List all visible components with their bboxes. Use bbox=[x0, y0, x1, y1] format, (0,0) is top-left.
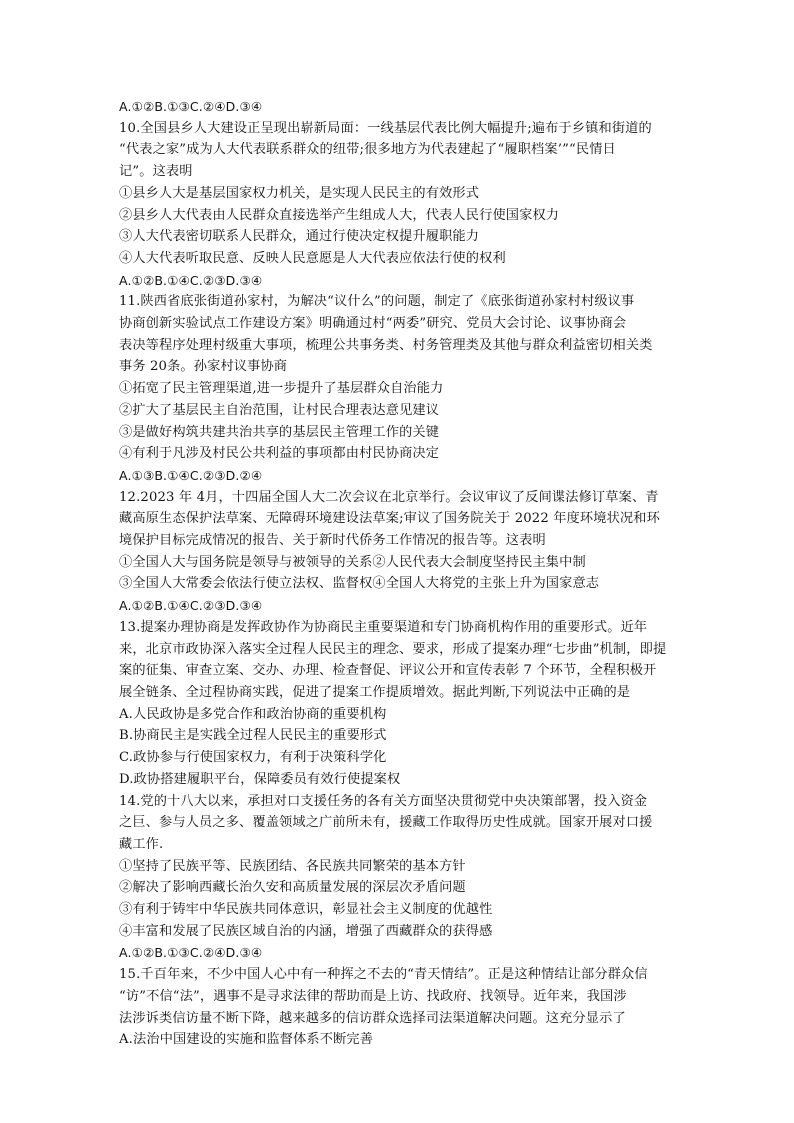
text-line: 案的征集、审查立案、交办、办理、检查督促、评议公开和宣传表彰 7 个环节，全程积极开 bbox=[119, 663, 657, 679]
text-line: 记”。这表明 bbox=[119, 164, 193, 180]
text-line: 境保护目标完成情况的报告、关于新时代侨务工作情况的报告等。这表明 bbox=[119, 533, 546, 549]
option-line: B.协商民主是实践全过程人民民主的重要形式 bbox=[119, 728, 387, 744]
answer-options: A.①②B.①④C.②③D.③④ bbox=[119, 272, 263, 288]
exam-page bbox=[119, 96, 679, 1051]
question-12 bbox=[119, 487, 679, 617]
question-13 bbox=[119, 617, 679, 791]
text-line: 15.千百年来，不少中国人心中有一种挥之不去的“青天情结”。正是这种情结让部分群众信 bbox=[119, 967, 648, 983]
answer-options: A.①②B.①③C.②④D.③④ bbox=[119, 99, 263, 114]
option-line: D.政协搭建履职平台，保障委员有效行使提案权 bbox=[119, 771, 401, 787]
text-line: “代表之家”成为人大代表联系群众的纽带;很多地方为代表建起了“履职档案’”“民情日 bbox=[119, 142, 616, 158]
option-line: A.法治中国建设的实施和监督体系不断完善 bbox=[119, 1032, 374, 1048]
text-line: 表决等程序处理村级重大事项，梳理公共事务类、村务管理类及其他与群众利益密切相关类 bbox=[119, 337, 653, 353]
text-line: 之巨、参与人员之多、覆盖领域之广前所未有，援藏工作取得历史性成就。国家开展对口援 bbox=[119, 815, 653, 831]
text-line: 14.党的十八大以来，承担对口支援任务的各有关方面坚决贯彻党中央决策部署，投入资金 bbox=[119, 793, 648, 809]
option-line: C.政协参与行使国家权力，有利于决策科学化 bbox=[119, 750, 387, 766]
option-line: ①全国人大与国务院是领导与被领导的关系②人民代表大会制度坚持民主集中制 bbox=[119, 554, 586, 570]
text-line: 13.提案办理协商是发挥政协作为协商民主重要渠道和专门协商机构作用的重要形式。近年 bbox=[119, 619, 648, 635]
option-line: ③有利于铸牢中华民族共同体意识，彰显社会主义制度的优越性 bbox=[119, 902, 493, 918]
option-line: ④人大代表听取民意、反映人民意愿是人大代表应依法行使的权利 bbox=[119, 250, 506, 266]
option-line: ①拓宽了民主管理渠道,进一步提升了基层群众自治能力 bbox=[119, 381, 444, 397]
question-15 bbox=[119, 964, 679, 1051]
text-line: 法涉诉类信访量不断下降，越来越多的信访群众选择司法渠道解决问题。这充分显示了 bbox=[119, 1010, 626, 1026]
text-line: 10.全国县乡人大建设正呈现出崭新局面：一线基层代表比例大幅提升;遍布于乡镇和街道的 bbox=[119, 120, 652, 136]
option-line: ①县乡人大是基层国家权力机关，是实现人民民主的有效形式 bbox=[119, 185, 480, 201]
text-line: 藏工作. bbox=[119, 836, 164, 852]
option-line: ③人大代表密切联系人民群众，通过行使决定权提升履职能力 bbox=[119, 229, 480, 245]
text-line: 展全链条、全过程协商实践，促进了提案工作提质增效。据此判断,下列说法中正确的是 bbox=[119, 684, 631, 700]
option-line: ①坚持了民族平等、民族团结、各民族共同繁荣的基本方针 bbox=[119, 858, 466, 874]
question-10 bbox=[119, 118, 679, 292]
question-11 bbox=[119, 291, 679, 486]
text-line: 藏高原生态保护法草案、无障碍环境建设法草案;审议了国务院关于 2022 年度环境状况和环 bbox=[119, 511, 660, 527]
text-line: “访”不信“法”，遇事不是寻求法律的帮助而是上访、找政府、找领导。近年来，我国涉 bbox=[119, 988, 627, 1004]
question-14 bbox=[119, 791, 679, 965]
text-line: 12.2023 年 4月，十四届全国人大二次会议在北京举行。会议审议了反间谍法修订草案、青 bbox=[119, 489, 659, 505]
option-line: ④丰富和发展了民族区域自治的内涵，增强了西藏群众的获得感 bbox=[119, 923, 493, 939]
text-line: 事务 20条。孙家村议事协商 bbox=[119, 359, 288, 375]
option-line: ③是做好构筑共建共治共享的基层民主管理工作的关键 bbox=[119, 424, 440, 440]
option-line: ③全国人大常委会依法行使立法权、监督权④全国人大将党的主张上升为国家意志 bbox=[119, 576, 600, 592]
option-line: ②解决了影响西藏长治久安和高质量发展的深层次矛盾问题 bbox=[119, 880, 466, 896]
answer-options: A.①②B.①④C.②③D.③④ bbox=[119, 598, 263, 614]
option-line: ②县乡人大代表由人民群众直接选举产生组成人大，代表人民行使国家权力 bbox=[119, 207, 560, 223]
answer-options: A.①③B.①④C.②③D.②④ bbox=[119, 467, 263, 483]
text-line: 协商创新实验试点工作建设方案》明确通过村“两委”研究、党员大会讨论、议事协商会 bbox=[119, 316, 627, 332]
option-line: ④有利于凡涉及村民公共利益的事项都由村民协商决定 bbox=[119, 446, 440, 462]
text-line: 11.陕西省底张街道孙家村，为解决“议什么”的问题，制定了《底张街道孙家村村级议事 bbox=[119, 294, 635, 310]
answer-options: A.①②B.①③C.②④D.③④ bbox=[119, 945, 263, 961]
option-line: A.人民政协是多党合作和政治协商的重要机构 bbox=[119, 706, 387, 722]
option-line: ②扩大了基层民主自治范围，让村民合理表达意见建议 bbox=[119, 402, 440, 418]
text-line: 来，北京市政协深入落实全过程人民民主的理念、要求，形成了提案办理“七步曲”机制，即提 bbox=[119, 641, 667, 657]
